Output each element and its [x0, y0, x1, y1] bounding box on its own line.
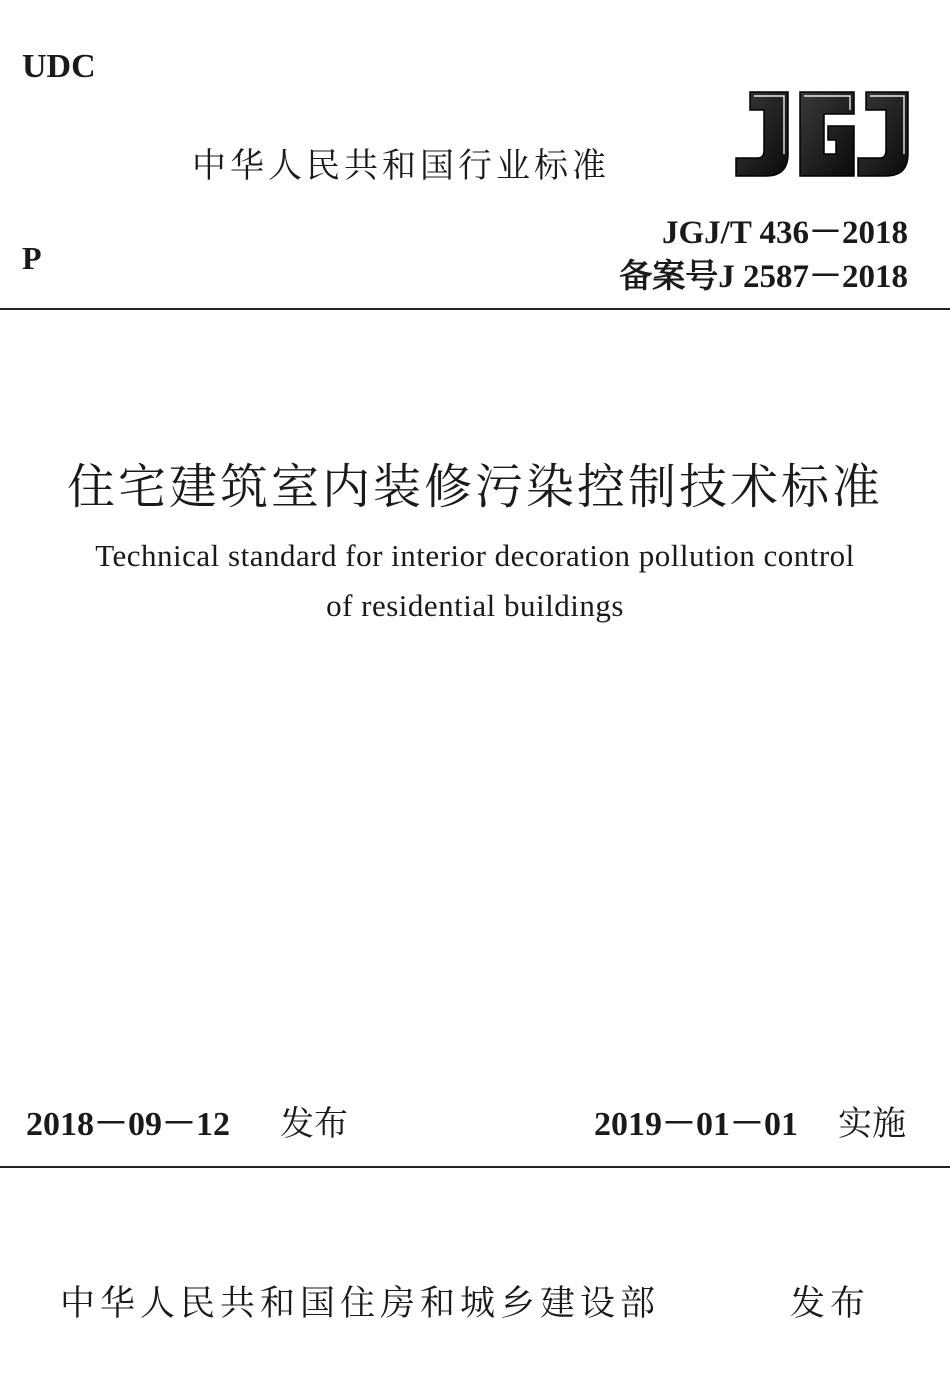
standard-code: JGJ/T 436－2018	[661, 215, 908, 251]
issue-label: 发布	[280, 1104, 348, 1144]
bottom-divider	[0, 1166, 950, 1168]
category-letter: P	[22, 240, 42, 276]
jgj-logo	[728, 88, 912, 180]
udc-label: UDC	[22, 48, 96, 85]
publish-label: 发布	[790, 1284, 871, 1324]
industry-standard-heading: 中华人民共和国行业标准	[192, 146, 610, 186]
implementation-date: 2019－01－01	[594, 1106, 798, 1143]
jgj-logo-mark	[736, 92, 908, 176]
title-chinese: 住宅建筑室内装修污染控制技术标准	[66, 461, 883, 514]
title-english-line1: Technical standard for interior decoration pollution control	[95, 538, 855, 573]
implementation-label: 实施	[838, 1104, 906, 1144]
title-english-line2: of residential buildings	[326, 588, 624, 623]
top-divider	[0, 308, 950, 310]
record-code: 备案号J 2587－2018	[619, 259, 908, 295]
publisher-name: 中华人民共和国住房和城乡建设部	[60, 1284, 661, 1324]
issue-date: 2018－09－12	[26, 1106, 230, 1143]
